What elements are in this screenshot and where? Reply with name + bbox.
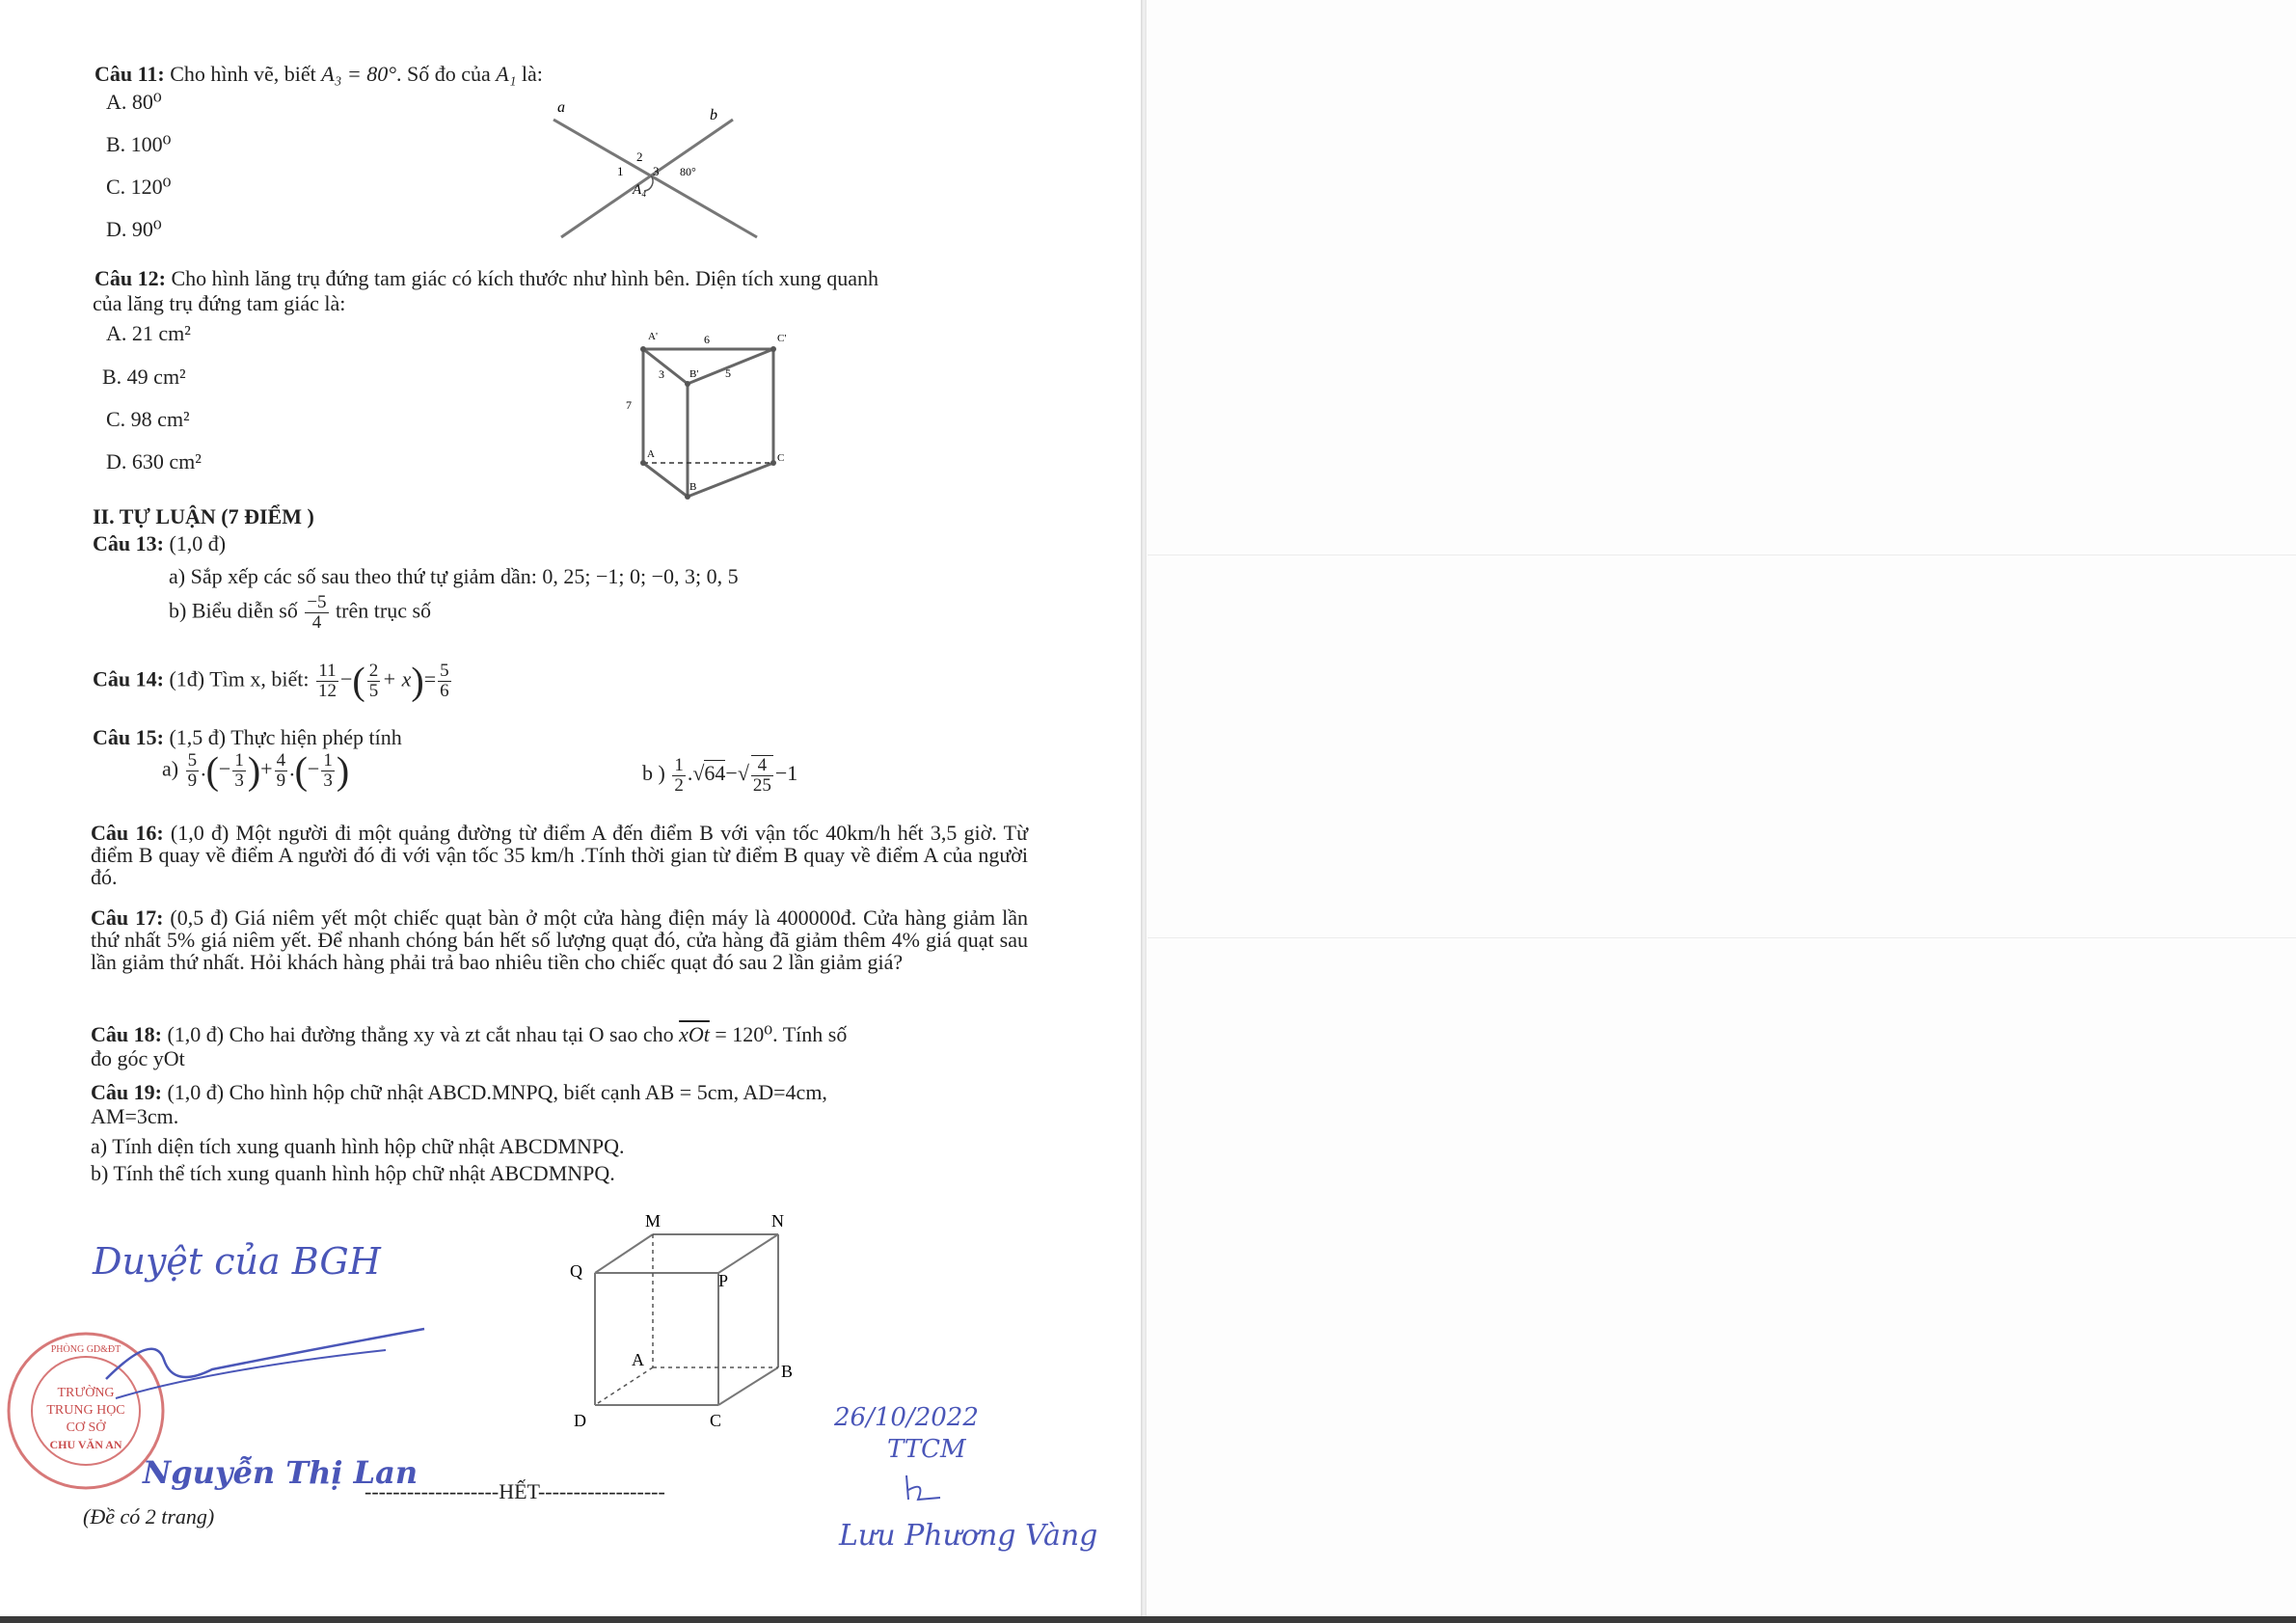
q19-label-b: B bbox=[781, 1362, 794, 1381]
q11-option-b: B. 100⁰ bbox=[106, 132, 172, 156]
q14-text: (1đ) Tìm x, biết: bbox=[169, 666, 310, 691]
q16-label: Câu 16: bbox=[91, 821, 164, 845]
q19-box-figure bbox=[564, 1205, 805, 1442]
q12-option-d: D. 630 cm² bbox=[106, 449, 202, 473]
q13-frac-num: −5 bbox=[307, 592, 327, 612]
q19-hidden-edges bbox=[595, 1234, 778, 1405]
q14-stem: Câu 14: (1đ) Tìm x, biết: $\frac{11}{12}$ −( $\frac{2}{5}$ + x)= $\frac{5}{6}$ bbox=[93, 659, 449, 703]
q11-option-d: D. 90⁰ bbox=[106, 217, 162, 241]
q11-line-b bbox=[561, 120, 733, 237]
blank-page bbox=[1148, 0, 2296, 1623]
q12-dim-5: 5 bbox=[725, 366, 731, 380]
q15-part-a: a) $\frac{5}{9}$ .(− $\frac{1}{3}$ )+ $\frac{4}{9}$ .(− $\frac{1}{3}$ ) bbox=[162, 748, 350, 793]
q15-b-end: −1 bbox=[774, 761, 798, 786]
q14-equals: = bbox=[423, 666, 437, 691]
q19-text1: (1,0 đ) Cho hình hộp chữ nhật ABCD.MNPQ, biết cạnh AB = 5cm, AD=4cm, bbox=[167, 1080, 827, 1104]
svg-text:PHÒNG GD&ĐT: PHÒNG GD&ĐT bbox=[50, 1344, 122, 1355]
q15-a-f2-den: 3 bbox=[234, 771, 244, 791]
q14-f3-num: 5 bbox=[440, 661, 449, 681]
end-marker: -------------------HẾT------------------ bbox=[365, 1479, 665, 1503]
q19-line1 bbox=[91, 1080, 827, 1105]
pages-note: (Đề có 2 trang) bbox=[83, 1504, 215, 1528]
q19-part-a: a) Tính diện tích xung quanh hình hộp chữ nhật ABCDMNPQ. bbox=[91, 1134, 625, 1158]
q12-prism-figure bbox=[617, 328, 800, 506]
q11-label-1: 1 bbox=[617, 164, 624, 178]
signer-name: Nguyễn Thị Lan bbox=[143, 1454, 419, 1491]
q15-b-sqrt2-den: 25 bbox=[752, 775, 771, 796]
q15-a-f3-den: 9 bbox=[276, 771, 286, 791]
q14-label: Câu 14: bbox=[93, 666, 164, 691]
q11-option-c: C. 120⁰ bbox=[106, 175, 172, 199]
svg-text:TRUNG HỌC: TRUNG HỌC bbox=[46, 1403, 125, 1418]
q12-label-bp: B' bbox=[689, 368, 699, 380]
scan-bottom-edge bbox=[0, 1616, 2296, 1623]
q17-text: (0,5 đ) Giá niêm yết một chiếc quạt bàn ở một cửa hàng điện máy là 400000đ. Cửa hàng giảm lần thứ nhất 5% giá niêm yết. Để nhanh chóng bán hết số lượng quạt đó, cửa hàng đã giảm thêm 4% giá quạt sau lần giảm thứ nhất. Hỏi khách hàng phải trả bao nhiêu tiền cho chiếc quạt đó sau 2 lần giảm giá? bbox=[91, 906, 1028, 974]
q15-b-pre: b ) bbox=[642, 761, 665, 786]
q15-part-b: b ) $\frac{1}{2}$ .√64−√ $\frac{4}{25}$ −1 bbox=[642, 754, 798, 796]
q11-stem bbox=[95, 62, 543, 87]
section-title: II. TỰ LUẬN (7 ĐIỂM ) bbox=[93, 504, 314, 528]
q11-label-a4: A₄ bbox=[633, 182, 647, 198]
q15-a-f1-num: 5 bbox=[187, 750, 198, 771]
q15-a-f4-den: 3 bbox=[323, 771, 333, 791]
q14-f1-num: 11 bbox=[316, 662, 338, 682]
reviewer-initial-mark bbox=[897, 1471, 955, 1509]
q11-label-3: 3 bbox=[653, 164, 660, 178]
q12-label-cp: C' bbox=[777, 333, 787, 344]
q14-minus: − bbox=[339, 666, 353, 691]
q14-f2-num: 2 bbox=[368, 661, 379, 681]
q11-angle-given: A₃ = 80° bbox=[321, 62, 397, 86]
q11-angle-asked: A₁ bbox=[496, 62, 517, 86]
q12-stem-line1 bbox=[95, 266, 878, 291]
q19-label-c: C bbox=[710, 1411, 722, 1430]
q15-a-f2-num: 1 bbox=[234, 750, 244, 771]
q19-label-q: Q bbox=[570, 1261, 582, 1281]
q19-part-b: b) Tính thể tích xung quanh hình hộp chữ nhật ABCDMNPQ. bbox=[91, 1161, 615, 1185]
faint-scan-line bbox=[1148, 937, 2296, 938]
signature-stroke bbox=[96, 1321, 444, 1427]
q15-stem bbox=[93, 725, 402, 750]
q15-a-pre: a) bbox=[162, 756, 179, 781]
q15-b-sqrt2-num: 4 bbox=[751, 756, 773, 776]
q11-text: Cho hình vẽ, biết bbox=[170, 62, 316, 86]
q12-label-b: B bbox=[689, 481, 697, 493]
q18-text2: = 120⁰. Tính số bbox=[715, 1022, 848, 1046]
q15-a-f1-den: 9 bbox=[187, 771, 198, 791]
svg-text:CƠ SỞ: CƠ SỞ bbox=[66, 1420, 106, 1435]
q16-paragraph bbox=[91, 822, 1028, 888]
role-handwriting: TTCM bbox=[887, 1435, 966, 1464]
q12-label-ap: A' bbox=[648, 331, 658, 342]
date-handwriting: 26/10/2022 bbox=[834, 1403, 979, 1432]
q19-label-m: M bbox=[645, 1211, 662, 1231]
q15-a-f3-num: 4 bbox=[276, 750, 286, 771]
q17-label: Câu 17: bbox=[91, 906, 164, 930]
q17-paragraph bbox=[91, 906, 1028, 973]
q13-fraction bbox=[305, 593, 328, 633]
approval-handwriting: Duyệt của BGH bbox=[93, 1240, 381, 1283]
q12-text: Cho hình lăng trụ đứng tam giác có kích thước như hình bên. Diện tích xung quanh bbox=[171, 266, 879, 290]
q15-b-sqrt1: 64 bbox=[704, 761, 726, 786]
q12-label: Câu 12: bbox=[95, 266, 166, 290]
q14-f1-den: 12 bbox=[317, 681, 337, 701]
q18-line1 bbox=[91, 1022, 847, 1047]
q11-label: Câu 11: bbox=[95, 62, 165, 86]
exam-page bbox=[0, 0, 1143, 1623]
q11-label-b: b bbox=[710, 107, 717, 123]
q11-label-2: 2 bbox=[636, 149, 643, 164]
q19-line2: AM=3cm. bbox=[91, 1104, 179, 1128]
q12-dim-6: 6 bbox=[704, 333, 710, 346]
q11-label-a: a bbox=[557, 99, 565, 116]
q15-b-f-num: 1 bbox=[674, 754, 684, 775]
q13-part-b bbox=[169, 593, 431, 633]
svg-text:CHU VĂN AN: CHU VĂN AN bbox=[49, 1438, 122, 1451]
q15-text: (1,5 đ) Thực hiện phép tính bbox=[169, 725, 402, 749]
q15-b-f-den: 2 bbox=[674, 774, 684, 796]
q12-label-a: A bbox=[647, 448, 655, 460]
page-fold bbox=[1141, 0, 1147, 1623]
q19-label-n: N bbox=[771, 1211, 784, 1231]
q15-a-f4-num: 1 bbox=[323, 750, 333, 771]
q14-plus-x: + x bbox=[382, 666, 412, 691]
q11-label-80: 80° bbox=[680, 165, 696, 178]
q19-label-d: D bbox=[574, 1411, 586, 1430]
q11-text-end: là: bbox=[521, 62, 543, 86]
q18-label: Câu 18: bbox=[91, 1022, 162, 1046]
q14-f3-den: 6 bbox=[440, 681, 449, 701]
q18-angle: $\overline{xOt}$ bbox=[679, 1022, 710, 1046]
q12-stem-line2: của lăng trụ đứng tam giác là: bbox=[93, 291, 346, 315]
q13-part-a: a) Sắp xếp các số sau theo thứ tự giảm dần: 0, 25; −1; 0; −0, 3; 0, 5 bbox=[169, 564, 739, 588]
q11-figure bbox=[540, 96, 771, 241]
q12-dim-7: 7 bbox=[626, 398, 632, 412]
q19-label: Câu 19: bbox=[91, 1080, 162, 1104]
q11-text-mid: . Số đo của bbox=[396, 62, 491, 86]
q16-text: (1,0 đ) Một người đi một quảng đường từ điểm A đến điểm B với vận tốc 40km/h hết 3,5 giờ. Từ điểm B quay về điểm A người đó đi với vận tốc 35 km/h .Tính thời gian từ điểm B quay về điểm A của người đó. bbox=[91, 821, 1028, 889]
svg-text:TRƯỜNG: TRƯỜNG bbox=[57, 1386, 115, 1400]
q18-line2: đo góc yOt bbox=[91, 1046, 185, 1070]
q13-b-pre: b) Biểu diễn số bbox=[169, 598, 298, 623]
q13-frac-den: 4 bbox=[311, 612, 322, 633]
q19-label-p: P bbox=[718, 1271, 729, 1290]
q11-line-a bbox=[554, 120, 757, 237]
q11-option-a: A. 80⁰ bbox=[106, 90, 162, 114]
q19-label-a: A bbox=[632, 1350, 644, 1369]
reviewer-signature: Lưu Phương Vàng bbox=[839, 1519, 1098, 1553]
q15-label: Câu 15: bbox=[93, 725, 164, 749]
q12-option-b: B. 49 cm² bbox=[102, 365, 186, 389]
q13-points: (1,0 đ) bbox=[169, 531, 227, 555]
q13-b-post: trên trục số bbox=[336, 598, 432, 623]
q12-dim-3: 3 bbox=[659, 367, 664, 381]
q13-stem bbox=[93, 531, 226, 556]
q13-label: Câu 13: bbox=[93, 531, 164, 555]
q12-option-c: C. 98 cm² bbox=[106, 407, 190, 431]
q12-option-a: A. 21 cm² bbox=[106, 321, 191, 345]
q14-f2-den: 5 bbox=[368, 681, 379, 701]
q12-label-c: C bbox=[777, 452, 785, 464]
q18-text1: (1,0 đ) Cho hai đường thẳng xy và zt cắt nhau tại O sao cho bbox=[167, 1022, 674, 1046]
